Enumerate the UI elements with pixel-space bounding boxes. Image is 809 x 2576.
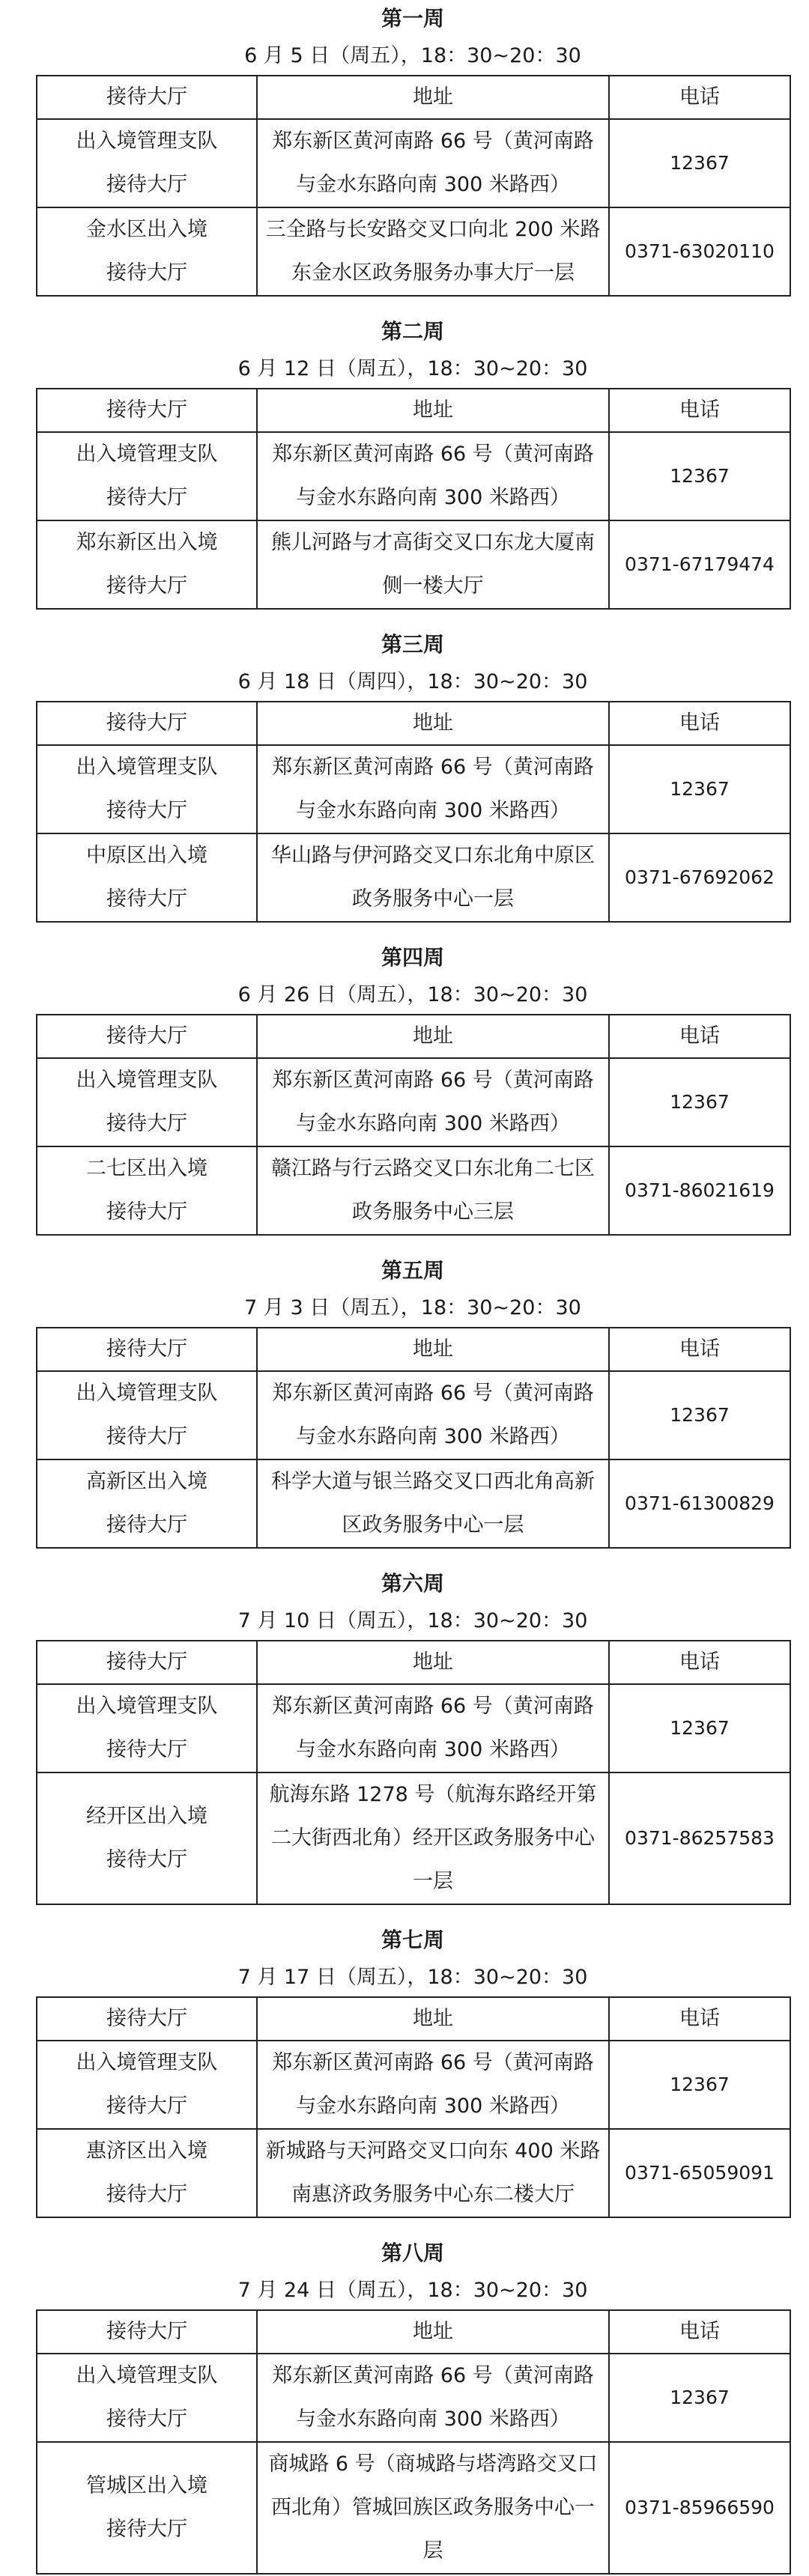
week-title: 第七周 (381, 1928, 444, 1952)
table-row (37, 2442, 790, 2574)
phone-cell: 0371-67179474 (609, 520, 790, 609)
address-cell: 华山路与伊河路交叉口东北角中原区政务服务中心一层 (257, 833, 609, 922)
hall-name-cell: 出入境管理支队 接待大厅 (37, 1058, 257, 1146)
address-cell: 郑东新区黄河南路 66 号（黄河南路与金水东路向南 300 米路西） (257, 432, 609, 520)
address-cell: 熊儿河路与才高街交叉口东龙大厦南侧一楼大厅 (257, 520, 609, 609)
address-cell: 郑东新区黄河南路 66 号（黄河南路与金水东路向南 300 米路西） (257, 1058, 609, 1146)
column-header-phone: 电话 (609, 2310, 790, 2354)
reception-table (36, 2309, 791, 2575)
table-row (37, 1146, 790, 1235)
reception-table (36, 1640, 791, 1905)
hall-name-cell: 金水区出入境 接待大厅 (37, 207, 257, 296)
phone-cell: 0371-86257583 (609, 1772, 790, 1904)
table-row (37, 1459, 790, 1548)
table-row (37, 207, 790, 296)
hall-name-cell: 郑东新区出入境 接待大厅 (37, 520, 257, 609)
week-title: 第二周 (381, 319, 444, 344)
address-cell: 三全路与长安路交叉口向北 200 米路东金水区政务服务办事大厅一层 (257, 207, 609, 296)
week-date: 6 月 12 日（周五），18：30~20：30 (237, 357, 588, 380)
address-cell: 科学大道与银兰路交叉口西北角高新区政务服务中心一层 (257, 1459, 609, 1548)
table-header-row (37, 76, 790, 119)
hall-name-cell: 中原区出入境 接待大厅 (37, 833, 257, 922)
column-header-phone: 电话 (609, 1997, 790, 2041)
address-cell: 郑东新区黄河南路 66 号（黄河南路与金水东路向南 300 米路西） (257, 745, 609, 833)
column-header-hall: 接待大厅 (37, 389, 257, 432)
week-title: 第四周 (381, 945, 444, 970)
address-cell: 新城路与天河路交叉口向东 400 米路南惠济政务服务中心东二楼大厅 (257, 2129, 609, 2217)
week-section-6 (36, 1565, 790, 1905)
phone-cell: 12367 (609, 1371, 790, 1459)
column-header-hall: 接待大厅 (37, 1997, 257, 2041)
table-row (37, 432, 790, 520)
table-header-row (37, 702, 790, 745)
reception-table (36, 701, 791, 923)
column-header-address: 地址 (257, 2310, 609, 2354)
week-section-2 (36, 313, 790, 610)
phone-cell: 12367 (609, 1058, 790, 1146)
phone-cell: 12367 (609, 432, 790, 520)
table-row (37, 119, 790, 207)
phone-cell: 0371-63020110 (609, 207, 790, 296)
column-header-address: 地址 (257, 1015, 609, 1058)
table-row (37, 2354, 790, 2442)
column-header-phone: 电话 (609, 1015, 790, 1058)
phone-cell: 12367 (609, 2041, 790, 2129)
reception-table (36, 1327, 791, 1549)
address-cell: 郑东新区黄河南路 66 号（黄河南路与金水东路向南 300 米路西） (257, 2041, 609, 2129)
column-header-hall: 接待大厅 (37, 702, 257, 745)
table-row (37, 1684, 790, 1772)
week-section-7 (36, 1922, 790, 2218)
phone-cell: 0371-85966590 (609, 2442, 790, 2574)
column-header-address: 地址 (257, 1641, 609, 1684)
week-date: 7 月 3 日（周五），18：30~20：30 (244, 1296, 581, 1319)
table-header-row (37, 389, 790, 432)
phone-cell: 0371-86021619 (609, 1146, 790, 1235)
table-row (37, 1371, 790, 1459)
column-header-address: 地址 (257, 1328, 609, 1371)
week-date: 6 月 26 日（周五），18：30~20：30 (237, 983, 588, 1006)
hall-name-cell: 出入境管理支队 接待大厅 (37, 432, 257, 520)
phone-cell: 0371-61300829 (609, 1459, 790, 1548)
table-row (37, 1058, 790, 1146)
column-header-phone: 电话 (609, 1641, 790, 1684)
phone-cell: 12367 (609, 1684, 790, 1772)
phone-cell: 12367 (609, 745, 790, 833)
address-cell: 郑东新区黄河南路 66 号（黄河南路与金水东路向南 300 米路西） (257, 1371, 609, 1459)
address-cell: 郑东新区黄河南路 66 号（黄河南路与金水东路向南 300 米路西） (257, 1684, 609, 1772)
week-title: 第一周 (381, 6, 444, 31)
table-row (37, 745, 790, 833)
column-header-phone: 电话 (609, 1328, 790, 1371)
week-section-8 (36, 2235, 790, 2575)
hall-name-cell: 出入境管理支队 接待大厅 (37, 119, 257, 207)
column-header-phone: 电话 (609, 389, 790, 432)
address-cell: 航海东路 1278 号（航海东路经开第二大街西北角）经开区政务服务中心一层 (257, 1772, 609, 1904)
hall-name-cell: 高新区出入境 接待大厅 (37, 1459, 257, 1548)
phone-cell: 0371-65059091 (609, 2129, 790, 2217)
phone-cell: 0371-67692062 (609, 833, 790, 922)
week-title: 第三周 (381, 632, 444, 657)
table-header-row (37, 1015, 790, 1058)
week-title: 第六周 (381, 1571, 444, 1596)
table-header-row (37, 2310, 790, 2354)
column-header-hall: 接待大厅 (37, 2310, 257, 2354)
week-date: 7 月 10 日（周五），18：30~20：30 (237, 1609, 588, 1632)
table-header-row (37, 1328, 790, 1371)
hall-name-cell: 经开区出入境 接待大厅 (37, 1772, 257, 1904)
hall-name-cell: 管城区出入境 接待大厅 (37, 2442, 257, 2574)
table-row (37, 520, 790, 609)
table-header-row (37, 1641, 790, 1684)
week-date: 7 月 17 日（周五），18：30~20：30 (237, 1966, 588, 1989)
table-row (37, 2041, 790, 2129)
hall-name-cell: 出入境管理支队 接待大厅 (37, 2041, 257, 2129)
hall-name-cell: 出入境管理支队 接待大厅 (37, 1684, 257, 1772)
week-title: 第五周 (381, 1258, 444, 1283)
hall-name-cell: 惠济区出入境 接待大厅 (37, 2129, 257, 2217)
phone-cell: 12367 (609, 119, 790, 207)
week-section-4 (36, 939, 790, 1236)
reception-table (36, 1014, 791, 1236)
column-header-address: 地址 (257, 76, 609, 119)
column-header-hall: 接待大厅 (37, 1015, 257, 1058)
hall-name-cell: 出入境管理支队 接待大厅 (37, 1371, 257, 1459)
column-header-address: 地址 (257, 389, 609, 432)
table-row (37, 2129, 790, 2217)
table-row (37, 1772, 790, 1904)
address-cell: 商城路 6 号（商城路与塔湾路交叉口西北角）管城回族区政务服务中心一层 (257, 2442, 609, 2574)
hall-name-cell: 出入境管理支队 接待大厅 (37, 2354, 257, 2442)
reception-table (36, 1996, 791, 2218)
table-header-row (37, 1997, 790, 2041)
column-header-hall: 接待大厅 (37, 1328, 257, 1371)
week-date: 7 月 24 日（周五），18：30~20：30 (237, 2279, 588, 2302)
week-section-5 (36, 1252, 790, 1549)
address-cell: 郑东新区黄河南路 66 号（黄河南路与金水东路向南 300 米路西） (257, 2354, 609, 2442)
week-section-1 (36, 0, 790, 297)
week-date: 6 月 5 日（周五），18：30~20：30 (244, 44, 581, 67)
week-title: 第八周 (381, 2241, 444, 2265)
phone-cell: 12367 (609, 2354, 790, 2442)
column-header-phone: 电话 (609, 76, 790, 119)
hall-name-cell: 出入境管理支队 接待大厅 (37, 745, 257, 833)
hall-name-cell: 二七区出入境 接待大厅 (37, 1146, 257, 1235)
address-cell: 赣江路与行云路交叉口东北角二七区政务服务中心三层 (257, 1146, 609, 1235)
reception-table (36, 388, 791, 610)
table-row (37, 833, 790, 922)
address-cell: 郑东新区黄河南路 66 号（黄河南路与金水东路向南 300 米路西） (257, 119, 609, 207)
week-date: 6 月 18 日（周四），18：30~20：30 (237, 670, 588, 693)
column-header-address: 地址 (257, 1997, 609, 2041)
column-header-hall: 接待大厅 (37, 1641, 257, 1684)
column-header-address: 地址 (257, 702, 609, 745)
week-section-3 (36, 626, 790, 923)
column-header-phone: 电话 (609, 702, 790, 745)
column-header-hall: 接待大厅 (37, 76, 257, 119)
reception-table (36, 75, 791, 297)
